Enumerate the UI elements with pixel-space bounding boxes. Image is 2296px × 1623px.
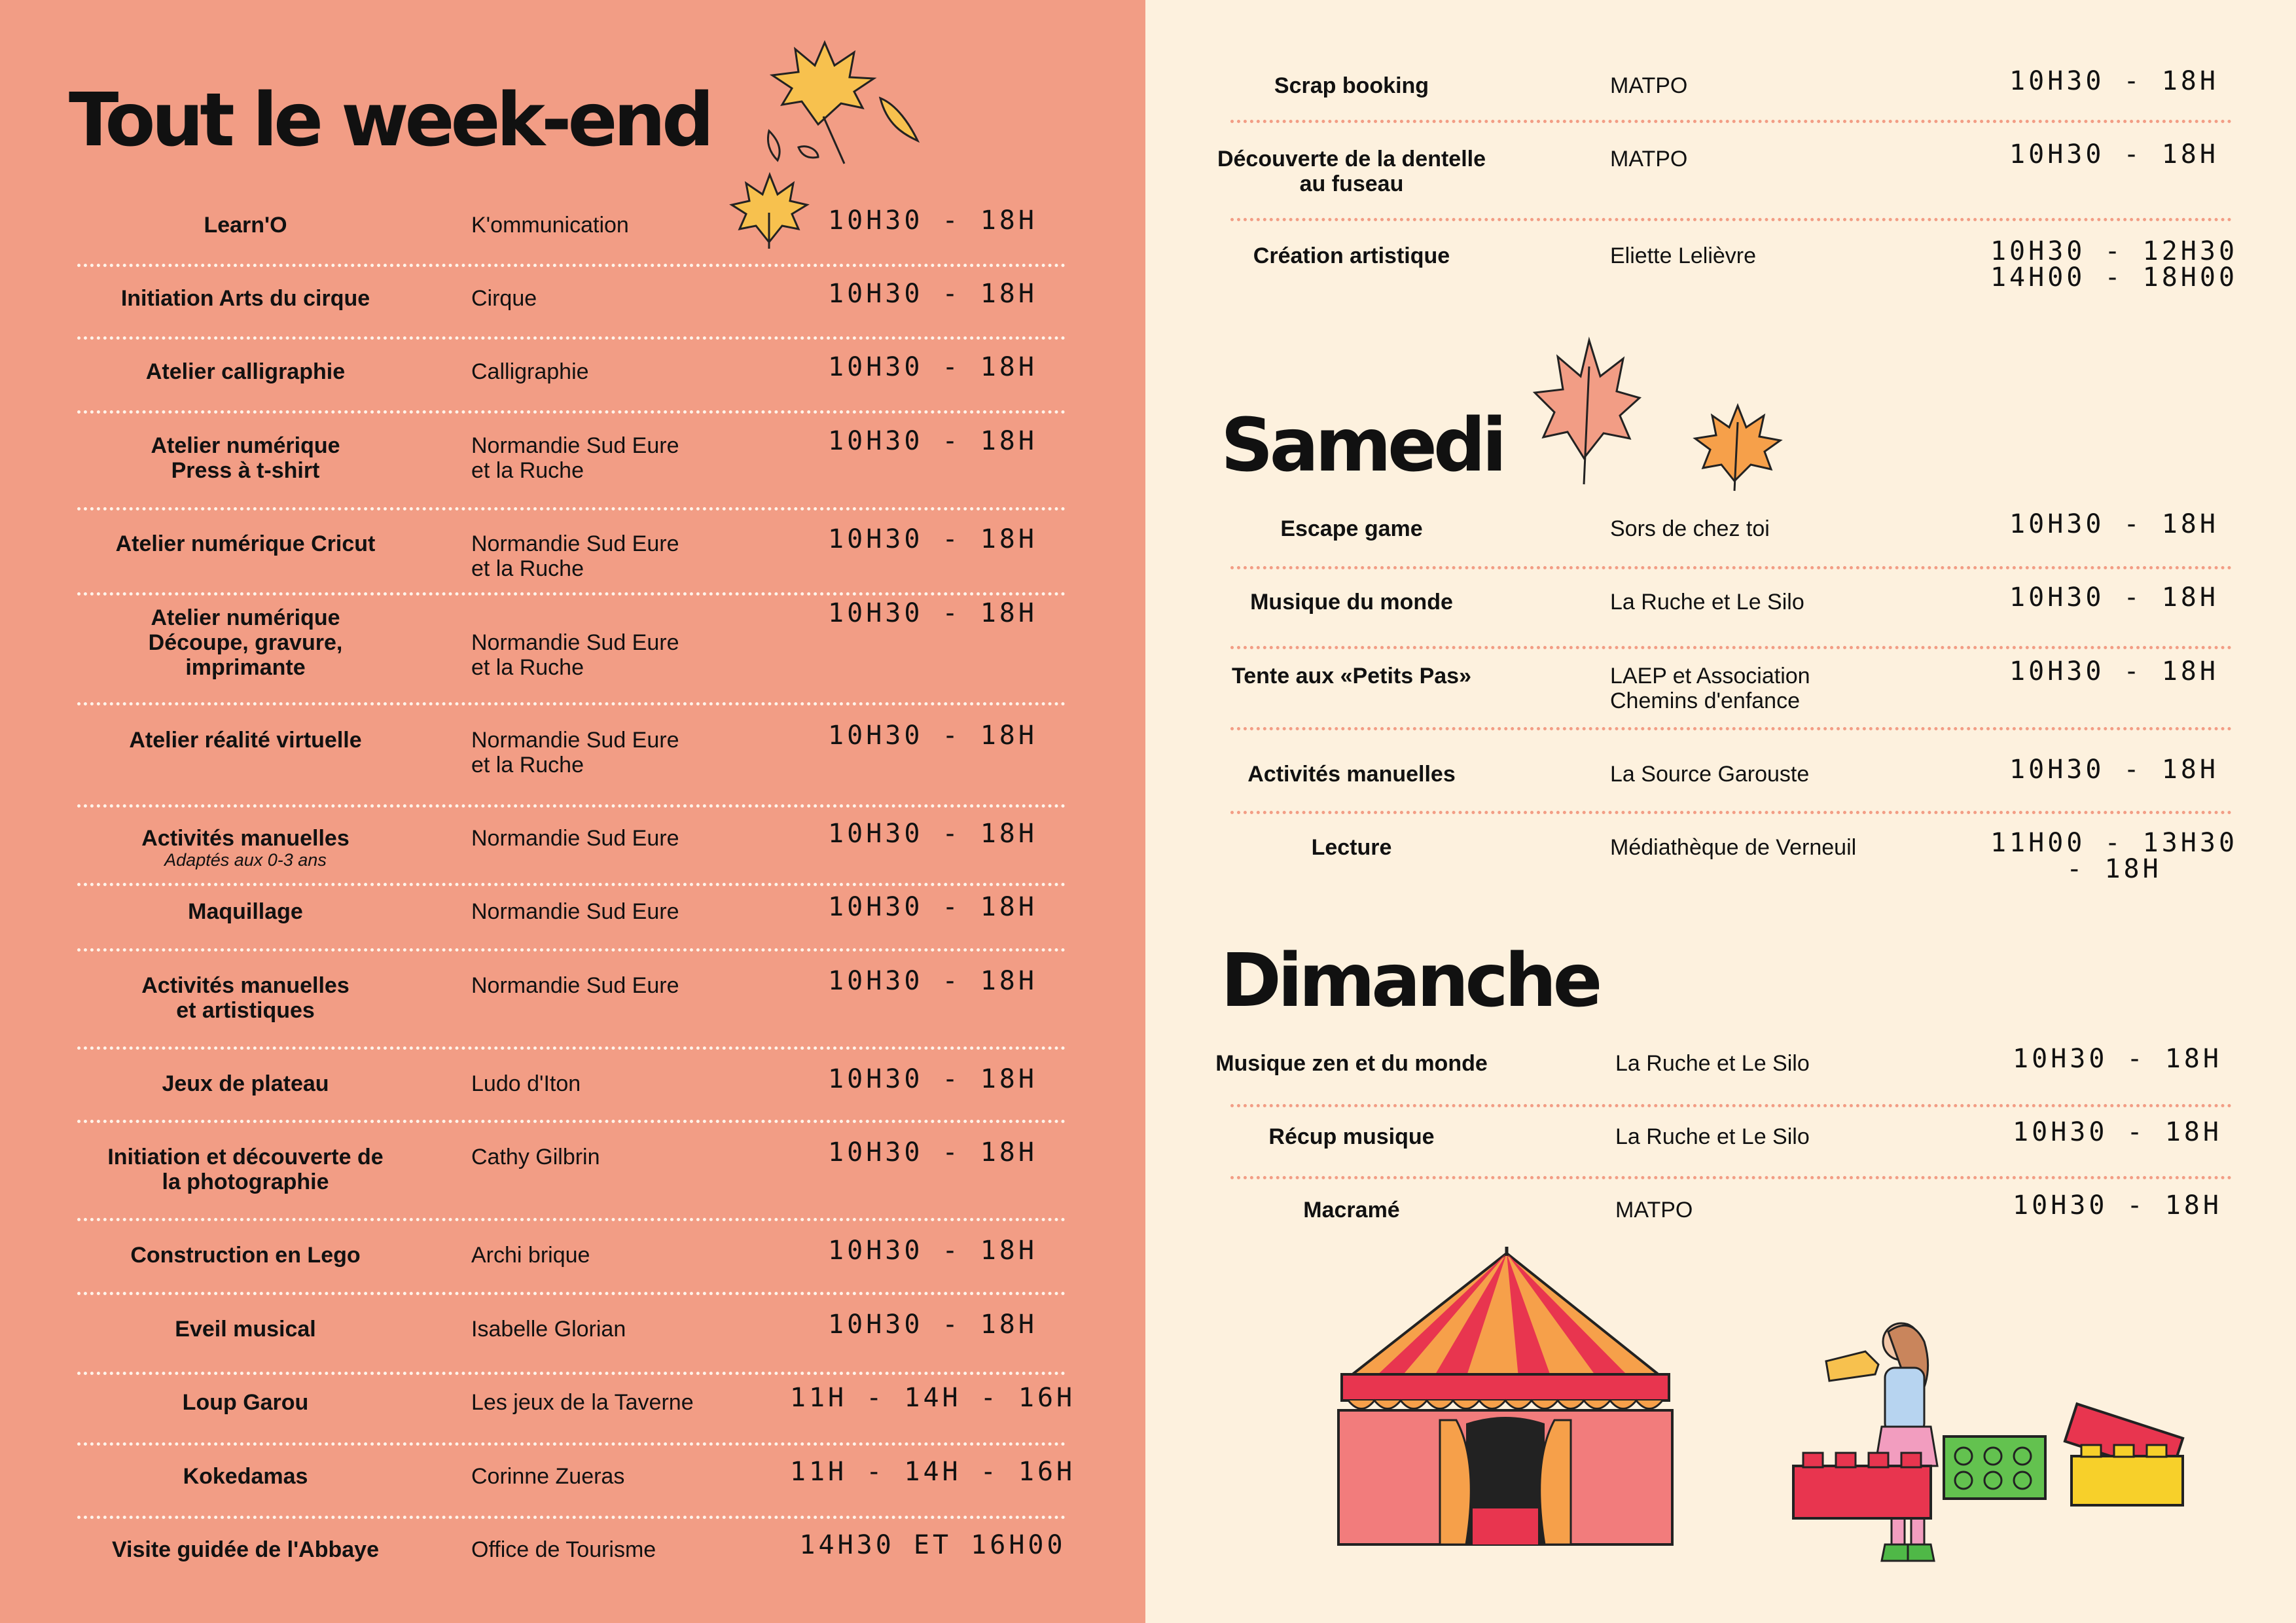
activity-line: Activités manuelles [1247, 762, 1456, 787]
row-separator [77, 507, 1066, 510]
activity-note: Adaptés aux 0-3 ans [164, 850, 327, 870]
organizer-line: Médiathèque de Verneuil [1610, 835, 1857, 860]
time-slot [1967, 584, 2261, 611]
activity-line: Atelier numérique [151, 605, 340, 630]
activity-name [1208, 1051, 1496, 1076]
time-line: 10H30 - 18H [828, 426, 1037, 456]
row-separator [1230, 1176, 2232, 1179]
time-line: 10H30 - 18H [828, 1310, 1037, 1340]
time-slot [1967, 238, 2261, 291]
time-slot [782, 1532, 1083, 1558]
activity-line: Musique du monde [1250, 590, 1453, 615]
row-separator [77, 948, 1066, 952]
row-separator [77, 264, 1066, 267]
organizer-name [1610, 762, 1809, 787]
organizer-name [471, 1145, 600, 1169]
time-line: 10H30 - 12H30 [1990, 236, 2238, 266]
maple-leaf-icon [746, 26, 929, 177]
table-row [1145, 828, 2296, 901]
organizer-line: et la Ruche [471, 458, 584, 483]
organizer-line: Chemins d'enfance [1610, 688, 1800, 713]
activity-line: Maquillage [188, 899, 303, 924]
activity-name [75, 826, 416, 869]
table-row [1145, 236, 2296, 309]
activity-name [75, 899, 416, 924]
time-line: 10H30 - 18H [828, 966, 1037, 996]
activity-name [1208, 516, 1496, 541]
activity-line: la photographie [162, 1169, 329, 1194]
lego-brick-icon [1941, 1433, 2052, 1505]
activity-line: Learn'O [204, 213, 287, 238]
time-line: 11H - 14H - 16H [789, 1457, 1076, 1487]
activity-name [1208, 835, 1496, 860]
time-slot [782, 894, 1083, 920]
organizer-name [471, 1537, 656, 1562]
activity-name [75, 605, 416, 680]
time-slot [782, 821, 1083, 847]
organizer-line: et la Ruche [471, 655, 584, 680]
row-separator [1230, 811, 2232, 814]
table-row [1145, 509, 2296, 582]
activity-line: Press à t-shirt [171, 458, 320, 483]
organizer-line: MATPO [1615, 1198, 1693, 1222]
organizer-name [1610, 73, 1687, 98]
activity-name [75, 973, 416, 1023]
time-line: 10H30 - 18H [828, 598, 1037, 628]
row-separator [77, 336, 1066, 340]
organizer-line: Normandie Sud Eure [471, 433, 679, 458]
time-line: 10H30 - 18H [828, 279, 1037, 309]
time-slot [1967, 757, 2261, 783]
row-separator [1230, 120, 2232, 123]
row-separator [77, 702, 1066, 705]
activity-line: Découverte de la dentelle [1217, 147, 1486, 171]
organizer-line: Normandie Sud Eure [471, 899, 679, 924]
time-line: 10H30 - 18H [2013, 1044, 2222, 1074]
activity-line: Kokedamas [183, 1464, 308, 1489]
activity-name [75, 1464, 416, 1489]
row-separator [77, 1292, 1066, 1295]
table-row [1145, 139, 2296, 212]
time-line: 10H30 - 18H [828, 1137, 1037, 1168]
time-slot [782, 1311, 1083, 1338]
weekend-title: Tout le week-end [69, 78, 711, 163]
time-slot [782, 1459, 1083, 1485]
activity-line: Atelier numérique Cricut [115, 531, 376, 556]
activity-line: Visite guidée de l'Abbaye [111, 1537, 380, 1562]
time-slot [1967, 511, 2261, 537]
organizer-name [471, 1390, 694, 1415]
activity-line: Activités manuelles [141, 973, 350, 998]
activity-name [1208, 73, 1496, 98]
activity-name [1208, 1198, 1496, 1222]
organizer-line: La Ruche et Le Silo [1615, 1051, 1810, 1076]
time-slot [782, 428, 1083, 454]
organizer-line: K'ommunication [471, 213, 629, 238]
time-line: 14H00 - 18H00 [1990, 262, 2238, 293]
activity-line: Jeux de plateau [162, 1071, 329, 1096]
activity-line: et artistiques [176, 998, 315, 1023]
organizer-name [1610, 147, 1687, 171]
organizer-name [1610, 243, 1756, 268]
time-slot [782, 600, 1083, 626]
organizer-name [471, 630, 679, 680]
table-row [0, 352, 1145, 425]
time-slot [1970, 1192, 2265, 1219]
activity-line: Atelier numérique [151, 433, 340, 458]
time-line: 10H30 - 18H [2009, 509, 2219, 539]
organizer-line: MATPO [1610, 73, 1688, 98]
samedi-title: Samedi [1221, 403, 1503, 488]
time-line: 10H30 - 18H [828, 819, 1037, 849]
row-separator [77, 592, 1066, 596]
time-line: 14H30 ET 16H00 [799, 1530, 1066, 1560]
table-row [1145, 1190, 2296, 1263]
activity-name [1208, 147, 1496, 196]
organizer-name [471, 213, 629, 238]
organizer-name [471, 286, 537, 311]
activity-name [75, 1317, 416, 1342]
organizer-line: La Source Garouste [1610, 762, 1810, 787]
activity-line: Tente aux «Petits Pas» [1232, 664, 1471, 688]
time-slot [782, 1385, 1083, 1411]
organizer-line: et la Ruche [471, 753, 584, 777]
time-line: 10H30 - 18H [828, 892, 1037, 922]
activity-name [1208, 1124, 1496, 1149]
table-row [0, 966, 1145, 1039]
activity-line: Atelier réalité virtuelle [129, 728, 362, 753]
row-separator [77, 1442, 1066, 1446]
maple-leaf-icon [1689, 396, 1787, 494]
table-row [1145, 66, 2296, 139]
time-slot [782, 281, 1083, 307]
activity-name [1208, 664, 1496, 688]
row-separator [77, 883, 1066, 886]
row-separator [77, 1218, 1066, 1221]
time-line: 10H30 - 18H [828, 1236, 1037, 1266]
time-slot [782, 354, 1083, 380]
table-row [0, 721, 1145, 793]
time-line: 10H30 - 18H [828, 352, 1037, 382]
activity-name [1208, 590, 1496, 615]
organizer-line: Cathy Gilbrin [471, 1145, 600, 1169]
activity-line: Macramé [1303, 1198, 1400, 1222]
organizer-line: Eliette Lelièvre [1610, 243, 1757, 268]
time-slot [1967, 141, 2261, 168]
table-row [0, 1064, 1145, 1137]
time-slot [782, 1139, 1083, 1166]
time-line: - 18H [2066, 854, 2162, 884]
table-row [1145, 1117, 2296, 1190]
organizer-name [1610, 664, 1810, 713]
activity-name [75, 531, 416, 556]
organizer-line: Normandie Sud Eure [471, 630, 679, 655]
activity-line: Scrap booking [1274, 73, 1429, 98]
table-row [0, 205, 1145, 278]
time-line: 10H30 - 18H [828, 524, 1037, 554]
organizer-name [471, 359, 589, 384]
activity-name [75, 1243, 416, 1268]
time-line: 10H30 - 18H [2013, 1190, 2222, 1221]
organizer-line: La Ruche et Le Silo [1610, 590, 1804, 615]
organizer-name [1615, 1198, 1693, 1222]
table-row [0, 892, 1145, 965]
organizer-line: Normandie Sud Eure [471, 973, 679, 998]
organizer-line: et la Ruche [471, 556, 584, 581]
activity-name [75, 728, 416, 753]
organizer-name [471, 826, 679, 851]
organizer-line: Normandie Sud Eure [471, 826, 679, 851]
organizer-line: Archi brique [471, 1243, 590, 1268]
table-row [1145, 755, 2296, 827]
right-panel [1145, 0, 2296, 1623]
time-line: 10H30 - 18H [828, 721, 1037, 751]
maple-leaf-icon [1532, 327, 1643, 491]
organizer-line: La Ruche et Le Silo [1615, 1124, 1810, 1149]
time-line: 10H30 - 18H [828, 205, 1037, 236]
organizer-line: LAEP et Association [1610, 664, 1810, 688]
row-separator [77, 1372, 1066, 1375]
activity-name [75, 1145, 416, 1194]
time-slot [782, 1066, 1083, 1092]
row-separator [77, 1516, 1066, 1519]
organizer-line: Calligraphie [471, 359, 589, 384]
time-slot [782, 526, 1083, 552]
activity-line: Lecture [1311, 835, 1392, 860]
time-slot [1970, 1046, 2265, 1072]
activity-name [75, 286, 416, 311]
activity-line: Atelier calligraphie [145, 359, 346, 384]
time-line: 10H30 - 18H [2009, 755, 2219, 785]
activity-name [75, 359, 416, 384]
time-line: 10H30 - 18H [828, 1064, 1037, 1094]
time-line: 10H30 - 18H [2009, 656, 2219, 687]
row-separator [77, 410, 1066, 414]
time-line: 10H30 - 18H [2009, 66, 2219, 96]
activity-line: imprimante [185, 655, 306, 680]
organizer-line: Ludo d'Iton [471, 1071, 581, 1096]
activity-name [75, 433, 416, 483]
time-slot [782, 1238, 1083, 1264]
activity-line: Activités manuelles [141, 826, 350, 851]
organizer-name [471, 433, 679, 483]
activity-line: Récup musique [1268, 1124, 1435, 1149]
organizer-name [1610, 835, 1856, 860]
organizer-name [471, 899, 679, 924]
time-line: 11H - 14H - 16H [789, 1383, 1076, 1413]
activity-line: Initiation et découverte de [107, 1145, 384, 1169]
organizer-line: Office de Tourisme [471, 1537, 656, 1562]
organizer-name [471, 531, 679, 581]
time-slot [1970, 1119, 2265, 1145]
table-row [0, 1457, 1145, 1529]
organizer-name [1615, 1051, 1810, 1076]
organizer-name [471, 973, 679, 998]
time-slot [1967, 830, 2261, 882]
row-separator [1230, 566, 2232, 569]
activity-line: Construction en Lego [130, 1243, 361, 1268]
organizer-line: Normandie Sud Eure [471, 728, 679, 753]
organizer-name [1615, 1124, 1810, 1149]
organizer-name [471, 1464, 624, 1489]
organizer-line: Les jeux de la Taverne [471, 1390, 694, 1415]
activity-line: Loup Garou [182, 1390, 309, 1415]
table-row [1145, 656, 2296, 729]
time-line: 10H30 - 18H [2013, 1117, 2222, 1147]
time-slot [782, 207, 1083, 234]
organizer-name [471, 1317, 626, 1342]
organizer-name [1610, 516, 1770, 541]
activity-line: au fuseau [1299, 171, 1404, 196]
row-separator [1230, 1104, 2232, 1107]
table-row [0, 279, 1145, 351]
organizer-name [471, 1071, 581, 1096]
table-row [1145, 582, 2296, 655]
activity-line: Création artistique [1253, 243, 1450, 268]
organizer-name [471, 728, 679, 777]
row-separator [77, 1120, 1066, 1123]
table-row [0, 524, 1145, 597]
organizer-line: Corinne Zueras [471, 1464, 625, 1489]
activity-name [75, 1390, 416, 1415]
activity-line: Découpe, gravure, [148, 630, 343, 655]
time-slot [1967, 658, 2261, 685]
table-row [0, 598, 1145, 680]
time-line: 10H30 - 18H [2009, 139, 2219, 169]
organizer-name [471, 1243, 590, 1268]
table-row [0, 1236, 1145, 1308]
organizer-line: MATPO [1610, 147, 1688, 171]
row-separator [1230, 218, 2232, 221]
time-slot [1967, 68, 2261, 94]
activity-line: Initiation Arts du cirque [120, 286, 370, 311]
row-separator [77, 1046, 1066, 1050]
row-separator [77, 804, 1066, 808]
row-separator [1230, 646, 2232, 649]
organizer-line: Cirque [471, 286, 537, 311]
row-separator [1230, 727, 2232, 730]
circus-tent-icon [1335, 1247, 1676, 1561]
time-slot [782, 722, 1083, 749]
lego-brick-icon [2062, 1394, 2193, 1512]
organizer-name [1610, 590, 1804, 615]
organizer-line: Normandie Sud Eure [471, 531, 679, 556]
table-row [0, 1383, 1145, 1455]
organizer-line: Sors de chez toi [1610, 516, 1770, 541]
activity-name [75, 213, 416, 238]
activity-name [75, 1071, 416, 1096]
time-line: 10H30 - 18H [2009, 582, 2219, 613]
time-slot [782, 968, 1083, 994]
activity-name [75, 1537, 416, 1562]
table-row [0, 1530, 1145, 1603]
time-line: 11H00 - 13H30 [1990, 828, 2238, 858]
left-panel [0, 0, 1145, 1623]
table-row [0, 1137, 1145, 1210]
activity-name [1208, 762, 1496, 787]
activity-line: Eveil musical [175, 1317, 316, 1342]
table-row [0, 426, 1145, 499]
activity-name [1208, 243, 1496, 268]
organizer-line: Isabelle Glorian [471, 1317, 626, 1342]
dimanche-title: Dimanche [1221, 938, 1599, 1024]
table-row [0, 819, 1145, 891]
activity-line: Musique zen et du monde [1215, 1051, 1488, 1076]
activity-line: Escape game [1280, 516, 1423, 541]
